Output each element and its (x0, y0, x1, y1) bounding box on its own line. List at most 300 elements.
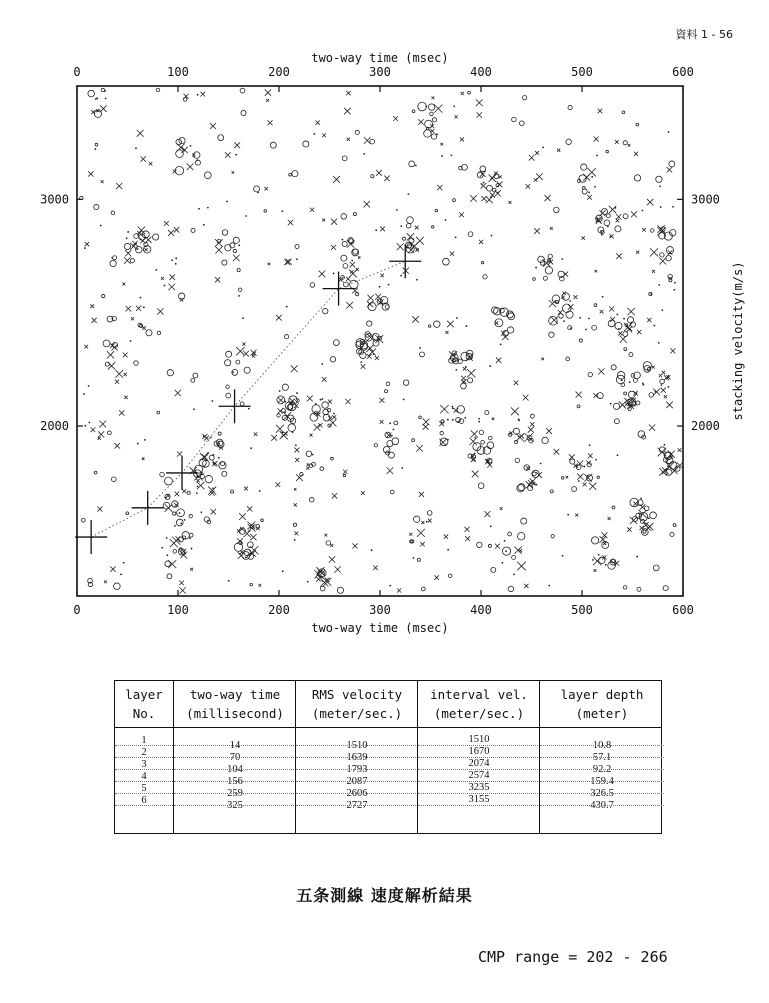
semblance-dot (203, 224, 205, 226)
semblance-dot (483, 182, 485, 184)
semblance-circle (418, 102, 427, 111)
semblance-dot (419, 347, 421, 349)
semblance-circle (588, 372, 592, 376)
semblance-circle (629, 353, 633, 357)
semblance-cross (161, 277, 164, 280)
semblance-dot (175, 257, 177, 259)
semblance-cross (242, 343, 245, 346)
semblance-circle (176, 150, 184, 158)
semblance-cross (210, 491, 215, 496)
semblance-circle (518, 533, 525, 540)
semblance-cross (99, 421, 106, 428)
semblance-cross (517, 562, 526, 571)
table-cell: 2 (141, 747, 147, 758)
semblance-dot (120, 573, 122, 575)
semblance-cross (650, 248, 658, 256)
semblance-cross (296, 474, 303, 481)
semblance-circle (173, 550, 177, 554)
semblance-circle (293, 523, 296, 526)
semblance-cross (445, 331, 448, 334)
semblance-cross (642, 228, 646, 232)
semblance-circle (165, 561, 171, 567)
semblance-dot (583, 466, 585, 468)
row-rule (418, 781, 540, 782)
semblance-dot (307, 581, 309, 583)
semblance-circle (612, 506, 615, 509)
semblance-circle (634, 175, 640, 181)
semblance-circle (579, 339, 582, 342)
semblance-circle (673, 524, 676, 527)
semblance-cross (294, 503, 297, 506)
semblance-circle (669, 161, 675, 167)
semblance-dot (321, 363, 323, 365)
semblance-dot (658, 284, 660, 286)
semblance-cross (634, 152, 638, 156)
semblance-cross (530, 478, 536, 484)
semblance-circle (103, 340, 110, 347)
semblance-cross (470, 438, 477, 445)
semblance-cross (574, 295, 578, 299)
semblance-cross (142, 457, 145, 460)
semblance-circle (334, 340, 340, 346)
semblance-circle (430, 112, 434, 116)
semblance-circle (323, 308, 328, 313)
semblance-circle (337, 587, 343, 593)
semblance-circle (175, 166, 184, 175)
y-axis-title: stacking velocity(m/s) (731, 261, 745, 421)
semblance-dot (155, 269, 157, 271)
semblance-cross (431, 96, 434, 99)
semblance-cross (598, 109, 602, 113)
semblance-circle (434, 321, 440, 327)
semblance-circle (542, 437, 549, 444)
semblance-cross (350, 262, 355, 267)
semblance-cross (123, 352, 128, 357)
semblance-circle (481, 440, 485, 444)
semblance-cross (149, 162, 153, 166)
semblance-circle (592, 325, 597, 330)
semblance-circle (663, 586, 668, 591)
semblance-cross (476, 99, 483, 106)
table-cell: 1639 (346, 752, 368, 763)
semblance-cross (627, 527, 631, 531)
semblance-dot (88, 385, 90, 387)
semblance-dot (363, 153, 365, 155)
semblance-cross (275, 482, 280, 487)
semblance-dot (569, 300, 571, 302)
semblance-cross (332, 493, 337, 498)
semblance-circle (261, 519, 264, 522)
semblance-cross (428, 519, 432, 523)
semblance-dot (239, 553, 241, 555)
semblance-dot (166, 537, 168, 539)
semblance-cross (461, 92, 464, 95)
semblance-dot (245, 556, 247, 558)
table-cell: 259 (227, 788, 243, 799)
semblance-circle (230, 490, 233, 493)
semblance-cross (588, 454, 593, 459)
semblance-circle (581, 164, 587, 170)
x-tick-label-top: 400 (470, 65, 492, 79)
semblance-circle (143, 246, 151, 254)
semblance-cross (423, 424, 429, 430)
table-cell: 10.8 (592, 740, 612, 751)
semblance-circle (409, 161, 415, 167)
col-twt (173, 681, 296, 833)
semblance-circle (636, 123, 639, 126)
semblance-dot (95, 98, 97, 100)
semblance-cross (628, 144, 631, 147)
semblance-dot (588, 318, 590, 320)
row-rule (296, 781, 418, 782)
semblance-cross (434, 575, 438, 579)
semblance-circle (670, 532, 674, 536)
semblance-dot (607, 226, 609, 228)
semblance-dot (464, 417, 466, 419)
semblance-cross (418, 119, 423, 124)
row-rule (174, 745, 296, 746)
semblance-cross (361, 491, 365, 495)
semblance-dot (179, 512, 181, 514)
semblance-circle (167, 370, 173, 376)
row-rule (174, 769, 296, 770)
semblance-dot (548, 585, 550, 587)
semblance-circle (487, 185, 493, 191)
row-rule (540, 793, 664, 794)
semblance-dot (667, 386, 669, 388)
semblance-circle (428, 325, 431, 328)
semblance-circle (520, 121, 525, 126)
semblance-circle (222, 260, 227, 265)
row-rule (115, 793, 173, 794)
semblance-cross (546, 428, 552, 434)
semblance-dot (135, 147, 137, 149)
semblance-circle (453, 199, 456, 202)
semblance-cross (307, 463, 310, 466)
semblance-dot (605, 564, 607, 566)
semblance-cross (471, 430, 478, 437)
semblance-circle (479, 430, 483, 434)
semblance-cross (609, 206, 617, 214)
semblance-cross (631, 211, 637, 217)
row-rule (174, 805, 296, 806)
semblance-cross (334, 566, 340, 572)
semblance-dot (450, 154, 452, 156)
semblance-cross (92, 318, 97, 323)
semblance-cross (576, 392, 582, 398)
semblance-circle (406, 224, 411, 229)
semblance-cross (173, 170, 177, 174)
semblance-circle (310, 283, 315, 288)
semblance-cross (328, 416, 332, 420)
semblance-cross (528, 427, 534, 433)
semblance-circle (554, 207, 559, 212)
semblance-cross (164, 221, 169, 226)
semblance-cross (447, 321, 454, 328)
semblance-cross (511, 407, 519, 415)
row-rule (540, 781, 664, 782)
semblance-cross (310, 434, 313, 437)
velocity-trend-line (91, 261, 405, 537)
semblance-cross (345, 399, 350, 404)
semblance-circle (355, 130, 359, 134)
semblance-cross (315, 120, 319, 124)
semblance-circle (530, 414, 534, 418)
semblance-dot (403, 399, 405, 401)
semblance-cross (329, 556, 335, 562)
semblance-cross (496, 358, 501, 363)
semblance-cross (437, 185, 442, 190)
semblance-dot (567, 514, 569, 516)
semblance-cross (215, 277, 220, 282)
semblance-dot (242, 317, 244, 319)
semblance-circle (427, 511, 432, 516)
semblance-cross (380, 420, 384, 424)
semblance-dot (211, 400, 213, 402)
semblance-cross (278, 398, 283, 403)
semblance-dot (504, 540, 506, 542)
table-cell: 1510 (346, 740, 368, 751)
semblance-circle (508, 532, 512, 536)
semblance-circle (236, 360, 240, 364)
semblance-cross (375, 294, 381, 300)
semblance-dot (232, 371, 234, 373)
semblance-cross (225, 152, 231, 158)
semblance-dot (144, 439, 146, 441)
semblance-circle (424, 130, 432, 138)
semblance-cross (268, 263, 271, 266)
semblance-cross (119, 410, 124, 415)
semblance-cross (387, 467, 394, 474)
semblance-cross (346, 302, 353, 309)
semblance-dot (166, 554, 168, 556)
semblance-circle (440, 431, 443, 434)
semblance-cross (124, 257, 131, 264)
semblance-dot (190, 145, 192, 147)
semblance-dot (105, 97, 107, 99)
semblance-circle (606, 214, 610, 218)
semblance-circle (157, 331, 161, 335)
table-cell: 156 (227, 776, 243, 787)
row-rule (418, 757, 540, 758)
semblance-cross (250, 546, 258, 554)
semblance-cross (333, 176, 340, 183)
semblance-circle (81, 518, 85, 522)
table-cell: 14 (229, 740, 241, 751)
semblance-circle (343, 474, 345, 476)
semblance-dot (189, 537, 191, 539)
x-tick-label-top: 300 (369, 65, 391, 79)
semblance-dot (193, 408, 195, 410)
semblance-circle (237, 269, 240, 272)
semblance-dot (351, 260, 353, 262)
x-tick-label-bottom: 200 (268, 603, 290, 617)
semblance-circle (384, 390, 387, 393)
semblance-cross (465, 536, 470, 541)
x-tick-label-top: 100 (167, 65, 189, 79)
semblance-circle (419, 416, 422, 419)
table-cell: 104 (227, 764, 243, 775)
semblance-cross (347, 138, 350, 141)
semblance-circle (342, 156, 347, 161)
semblance-dot (130, 340, 132, 342)
semblance-dot (207, 207, 209, 209)
semblance-dot (661, 384, 663, 386)
semblance-cross (415, 226, 419, 230)
x-tick-label-bottom: 300 (369, 603, 391, 617)
semblance-circle (586, 475, 592, 481)
semblance-dot (490, 525, 492, 527)
table-cell: 1793 (346, 764, 368, 775)
semblance-circle (480, 166, 486, 172)
semblance-cross (481, 196, 486, 201)
semblance-dot (281, 210, 283, 212)
velocity-table (114, 680, 662, 834)
semblance-cross (444, 534, 448, 538)
semblance-dot (588, 192, 590, 194)
semblance-dot (281, 432, 283, 434)
semblance-circle (592, 537, 599, 544)
semblance-cross (352, 543, 357, 548)
semblance-dot (174, 525, 176, 527)
semblance-dot (447, 419, 449, 421)
semblance-dot (481, 184, 483, 186)
semblance-cross (544, 195, 550, 201)
semblance-dot (616, 314, 618, 316)
semblance-cross (328, 400, 332, 404)
semblance-dot (257, 192, 259, 194)
semblance-cross (124, 396, 127, 399)
semblance-dot (653, 325, 655, 327)
x-tick-label-top: 600 (672, 65, 694, 79)
semblance-circle (218, 135, 224, 141)
semblance-cross (530, 422, 534, 426)
semblance-dot (248, 408, 250, 410)
semblance-circle (623, 214, 628, 219)
semblance-cross (485, 459, 490, 464)
semblance-circle (387, 441, 393, 447)
semblance-circle (394, 421, 398, 425)
semblance-cross (200, 92, 205, 97)
semblance-circle (233, 249, 236, 252)
semblance-cross (595, 270, 597, 272)
semblance-dot (313, 133, 315, 135)
semblance-dot (83, 393, 85, 395)
semblance-cross (662, 371, 665, 374)
semblance-dot (279, 390, 281, 392)
semblance-cross (306, 467, 309, 470)
semblance-dot (292, 431, 294, 433)
semblance-dot (585, 329, 587, 331)
semblance-cross (367, 301, 373, 307)
semblance-dot (455, 236, 457, 238)
semblance-cross (459, 212, 464, 217)
semblance-dot (596, 155, 598, 157)
semblance-cross (417, 529, 425, 537)
semblance-dot (212, 454, 214, 456)
semblance-circle (320, 467, 324, 471)
semblance-dot (595, 459, 597, 461)
semblance-circle (240, 88, 245, 93)
semblance-circle (222, 230, 228, 236)
semblance-dot (175, 263, 177, 265)
semblance-cross (450, 252, 454, 256)
semblance-cross (583, 174, 590, 181)
semblance-cross (479, 240, 483, 244)
semblance-circle (126, 512, 129, 515)
semblance-cross (294, 448, 299, 453)
semblance-cross (100, 105, 106, 111)
semblance-dot (578, 480, 580, 482)
semblance-cross (615, 140, 619, 144)
semblance-cross (145, 237, 151, 243)
semblance-cross (397, 243, 404, 250)
semblance-cross (658, 448, 667, 457)
semblance-dot (474, 437, 476, 439)
x-tick-label-bottom: 600 (672, 603, 694, 617)
semblance-circle (230, 243, 235, 248)
semblance-cross (523, 395, 529, 401)
col-rms (295, 681, 418, 833)
caption: 五条測線 速度解析結果 (296, 886, 473, 905)
row-rule (296, 745, 418, 746)
semblance-cross (529, 155, 535, 161)
row-rule (296, 757, 418, 758)
semblance-dot (452, 407, 454, 409)
semblance-cross (659, 374, 662, 377)
semblance-cross (589, 483, 596, 490)
semblance-dot (623, 318, 625, 320)
semblance-circle (193, 373, 198, 378)
semblance-cross (138, 227, 146, 235)
semblance-dot (513, 573, 515, 575)
semblance-circle (386, 382, 390, 386)
semblance-cross (557, 149, 560, 152)
table-cell: 57.1 (592, 752, 612, 763)
semblance-cross (322, 219, 325, 222)
semblance-cross (380, 227, 385, 232)
row-rule (296, 793, 418, 794)
semblance-circle (110, 260, 116, 266)
semblance-cross (633, 502, 637, 506)
semblance-circle (624, 392, 627, 395)
semblance-circle (367, 321, 372, 326)
semblance-dot (238, 244, 240, 246)
semblance-cross (211, 509, 216, 514)
semblance-dot (191, 548, 193, 550)
semblance-dot (640, 498, 642, 500)
semblance-cross (346, 91, 350, 95)
semblance-cross (291, 365, 298, 372)
semblance-dot (542, 146, 544, 148)
semblance-circle (264, 210, 267, 213)
semblance-circle (134, 361, 139, 366)
semblance-cross (368, 295, 374, 301)
semblance-dot (673, 289, 675, 291)
semblance-cross (509, 201, 512, 204)
semblance-circle (417, 558, 420, 561)
semblance-cross (91, 427, 96, 432)
semblance-dot (228, 580, 230, 582)
semblance-cross (140, 238, 145, 243)
semblance-circle (374, 444, 377, 447)
semblance-circle (179, 293, 185, 299)
semblance-dot (518, 419, 520, 421)
semblance-cross (361, 364, 366, 369)
semblance-cross (659, 258, 666, 265)
semblance-cross (364, 201, 370, 207)
semblance-circle (597, 393, 603, 399)
